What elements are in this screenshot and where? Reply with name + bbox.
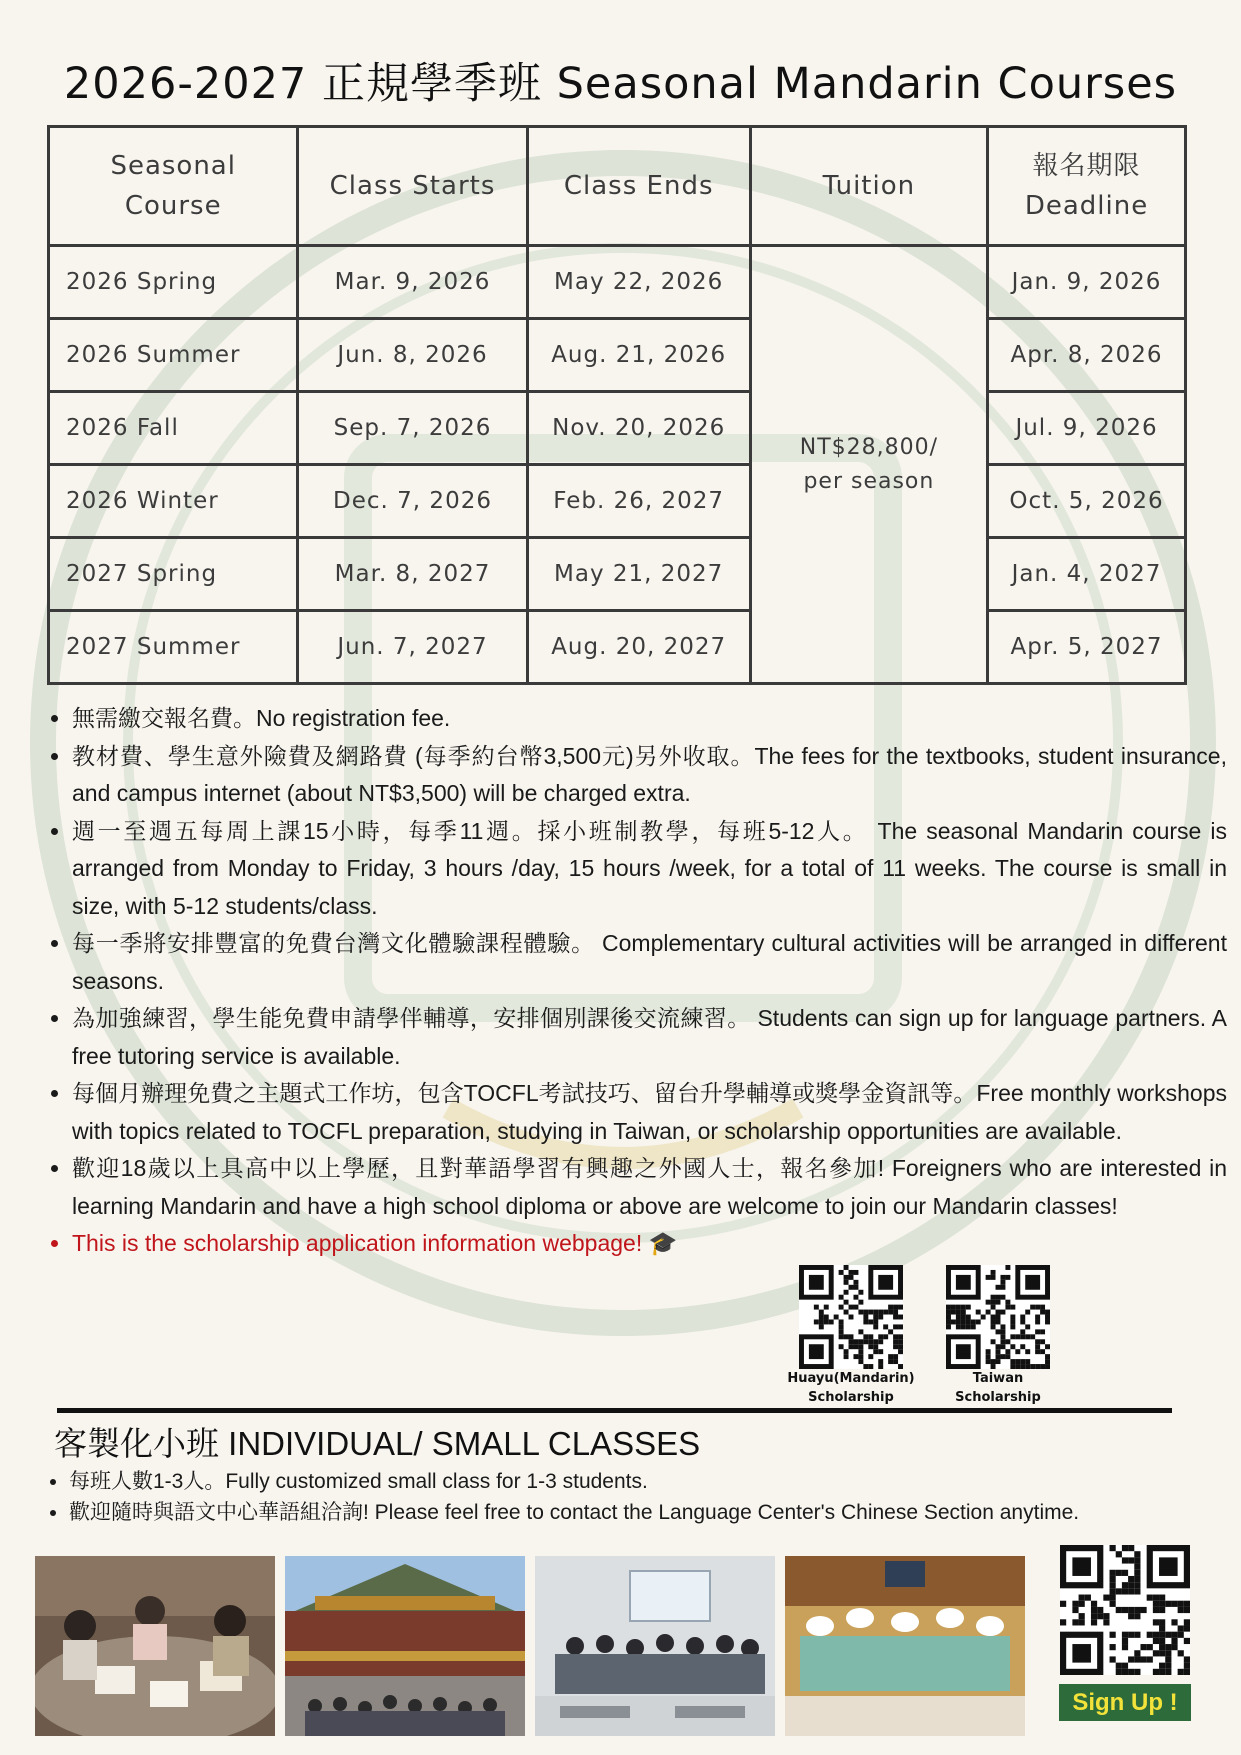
- note-item: • 每個月辦理免費之主題式工作坊，包含TOCFL考試技巧、留台升學輔導或獎學金資訊等。Free monthly workshops with topics related to TOCFL preparation, studying in Taiwan, or scholarship opportunities are available.: [72, 1075, 1227, 1150]
- qr-caption: Huayu(Mandarin) Scholarship: [787, 1371, 915, 1405]
- end-date-cell: May 21, 2027: [527, 538, 750, 611]
- qr-code-icon[interactable]: [1060, 1545, 1190, 1675]
- sign-up-button[interactable]: Sign Up !: [1059, 1684, 1191, 1721]
- deadline-cell: Apr. 5, 2027: [988, 611, 1186, 684]
- end-date-cell: Aug. 20, 2027: [527, 611, 750, 684]
- note-item: • 歡迎18歲以上具高中以上學歷，且對華語學習有興趣之外國人士，報名參加! Foreigners who are interested in learning Mandarin and have a high school diploma or above are welcome to join our Mandarin classes!: [72, 1150, 1227, 1225]
- taiwan-scholarship-qr[interactable]: [928, 1265, 1068, 1407]
- small-class-list: [42, 1466, 1079, 1528]
- table-row: [49, 246, 1186, 319]
- season-cell: 2027 Spring: [49, 538, 298, 611]
- deadline-cell: Jan. 4, 2027: [988, 538, 1186, 611]
- start-date-cell: Sep. 7, 2026: [298, 392, 527, 465]
- list-item: • 歡迎隨時與語文中心華語組洽詢! Please feel free to contact the Language Center's Chinese Section anytime.: [69, 1497, 1079, 1528]
- table-row: [49, 538, 1186, 611]
- section-divider: [57, 1408, 1172, 1413]
- qr-code-icon: [946, 1265, 1050, 1369]
- table-row: [49, 392, 1186, 465]
- start-date-cell: Mar. 8, 2027: [298, 538, 527, 611]
- course-notes-list: [45, 700, 1227, 1263]
- huayu-scholarship-qr[interactable]: [781, 1265, 921, 1407]
- deadline-cell: Jan. 9, 2026: [988, 246, 1186, 319]
- note-item: • 每一季將安排豐富的免費台灣文化體驗課程體驗。 Complementary cultural activities will be arranged in different seasons.: [72, 925, 1227, 1000]
- season-cell: 2026 Spring: [49, 246, 298, 319]
- note-item: • 教材費、學生意外險費及網路費 (每季約台幣3,500元)另外收取。The fees for the textbooks, student insurance, and campus internet (about NT$3,500) will be charged extra.: [72, 738, 1227, 813]
- start-date-cell: Mar. 9, 2026: [298, 246, 527, 319]
- photo-cooking-class: [785, 1556, 1025, 1736]
- table-header-row: [49, 127, 1186, 246]
- header-seasonal-course: Seasonal Course: [49, 127, 298, 246]
- schedule-table: [47, 125, 1187, 685]
- qr-caption: Taiwan Scholarship: [955, 1371, 1041, 1405]
- tuition-cell: NT$28,800/ per season: [750, 246, 987, 684]
- header-class-ends: Class Ends: [527, 127, 750, 246]
- photo-temple-trip: [285, 1556, 525, 1736]
- season-cell: 2027 Summer: [49, 611, 298, 684]
- end-date-cell: May 22, 2026: [527, 246, 750, 319]
- end-date-cell: Aug. 21, 2026: [527, 319, 750, 392]
- note-item: • 無需繳交報名費。No registration fee.: [72, 700, 1227, 738]
- photo-class-group: [535, 1556, 775, 1736]
- header-class-starts: Class Starts: [298, 127, 527, 246]
- start-date-cell: Dec. 7, 2026: [298, 465, 527, 538]
- end-date-cell: Feb. 26, 2027: [527, 465, 750, 538]
- end-date-cell: Nov. 20, 2026: [527, 392, 750, 465]
- qr-code-icon: [799, 1265, 903, 1369]
- list-item: • 每班人數1-3人。Fully customized small class for 1-3 students.: [69, 1466, 1079, 1497]
- note-item: • 週一至週五每周上課15小時，每季11週。採小班制教學，每班5-12人。 The seasonal Mandarin course is arranged from Monday to Friday, 3 hours /day, 15 hours /week, for a total of 11 weeks. The course is small in size, with 5-12 students/class.: [72, 813, 1227, 926]
- section-title: 客製化小班 INDIVIDUAL/ SMALL CLASSES: [54, 1425, 701, 1462]
- table-row: [49, 465, 1186, 538]
- deadline-cell: Apr. 8, 2026: [988, 319, 1186, 392]
- page-title: 2026-2027 正規學季班 Seasonal Mandarin Courses: [63, 59, 1178, 109]
- note-item: • 為加強練習，學生能免費申請學伴輔導，安排個別課後交流練習。 Students can sign up for language partners. A free tutoring service is available.: [72, 1000, 1227, 1075]
- deadline-cell: Jul. 9, 2026: [988, 392, 1186, 465]
- header-deadline: 報名期限 Deadline: [988, 127, 1186, 246]
- start-date-cell: Jun. 7, 2027: [298, 611, 527, 684]
- table-row: [49, 611, 1186, 684]
- scholarship-link[interactable]: • This is the scholarship application information webpage! 🎓: [72, 1225, 1227, 1263]
- season-cell: 2026 Winter: [49, 465, 298, 538]
- table-row: [49, 319, 1186, 392]
- season-cell: 2026 Summer: [49, 319, 298, 392]
- start-date-cell: Jun. 8, 2026: [298, 319, 527, 392]
- photo-classroom-activity: [35, 1556, 275, 1736]
- header-tuition: Tuition: [750, 127, 987, 246]
- season-cell: 2026 Fall: [49, 392, 298, 465]
- deadline-cell: Oct. 5, 2026: [988, 465, 1186, 538]
